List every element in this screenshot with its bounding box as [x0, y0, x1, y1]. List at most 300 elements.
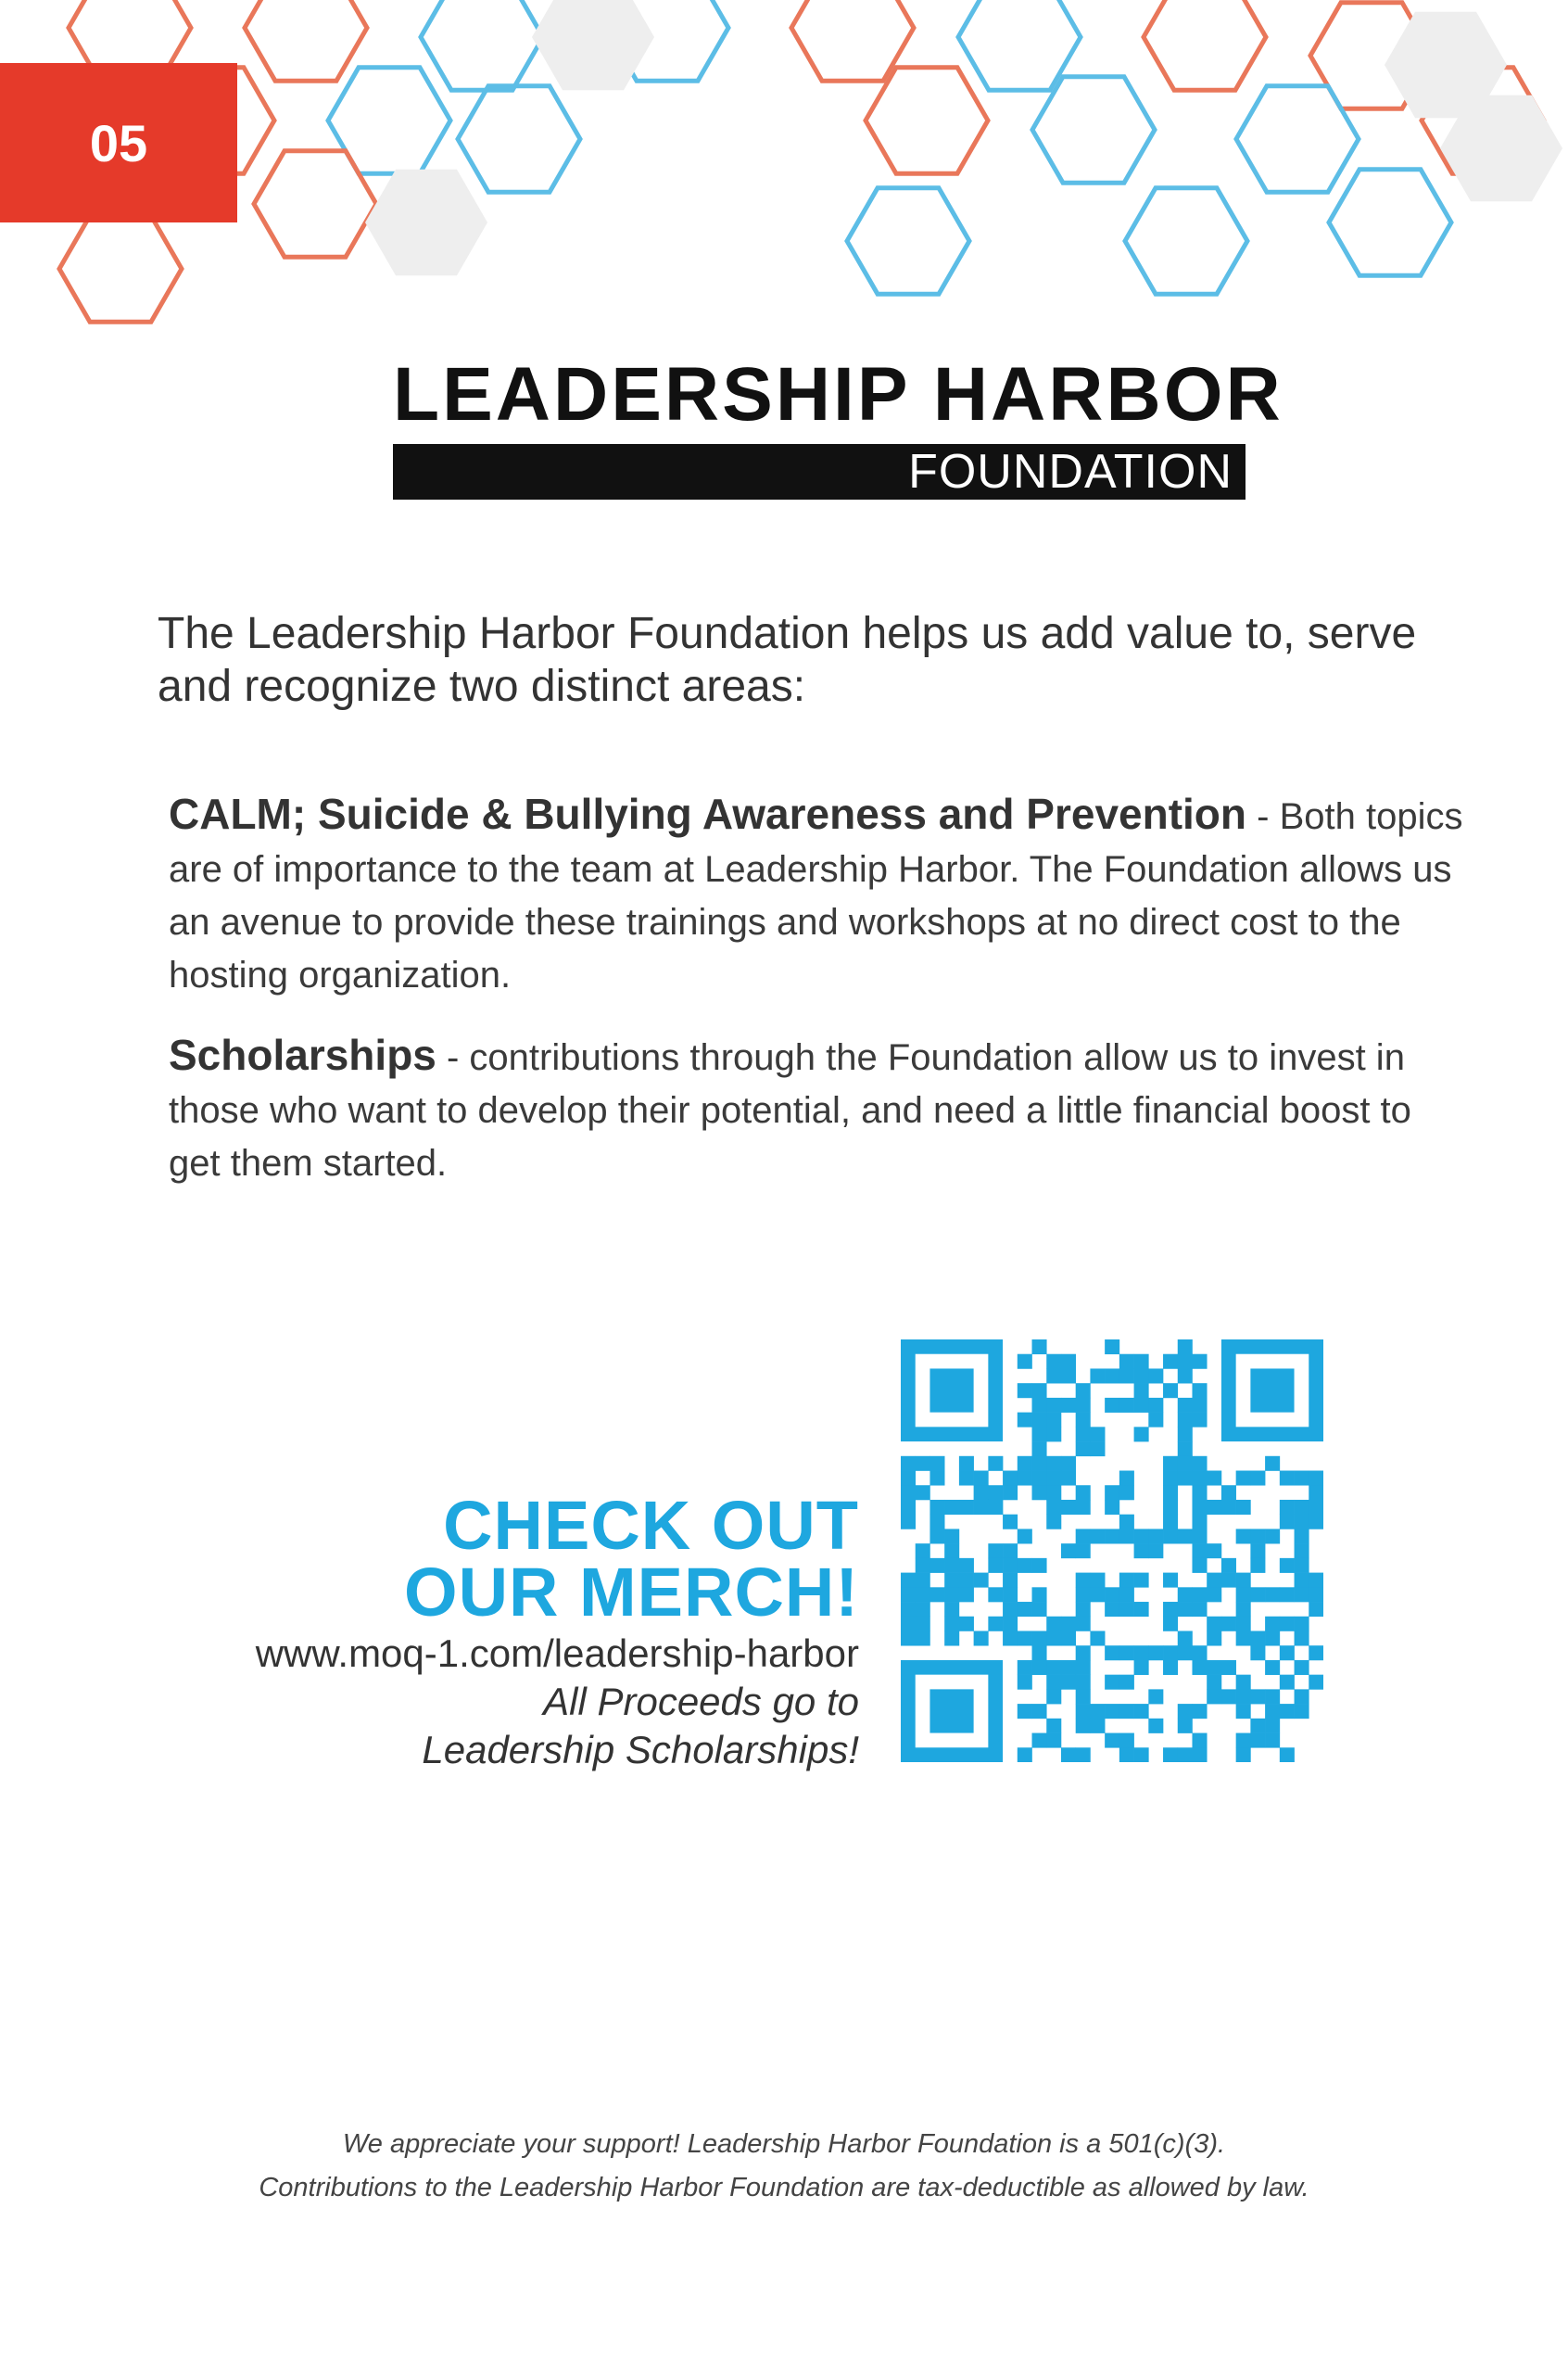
qr-module [1119, 1573, 1134, 1588]
qr-module [1076, 1398, 1091, 1413]
qr-module [1046, 1515, 1061, 1529]
qr-module [929, 1471, 944, 1486]
qr-module [944, 1617, 959, 1631]
scholarships-section [169, 1029, 1466, 1190]
qr-module [1207, 1471, 1221, 1486]
qr-module [1250, 1558, 1265, 1573]
qr-module [1134, 1704, 1149, 1719]
qr-module [1105, 1602, 1119, 1617]
logo-subtitle-bar [393, 444, 1246, 500]
merch-note-line1: All Proceeds go to [543, 1680, 859, 1723]
qr-module [1105, 1675, 1119, 1690]
merch-note-line2: Leadership Scholarships! [422, 1728, 859, 1771]
qr-module [1076, 1645, 1091, 1660]
qr-module [1076, 1500, 1091, 1515]
hexagon-shape [245, 0, 367, 81]
qr-module [1250, 1631, 1265, 1645]
qr-module [1061, 1617, 1076, 1631]
qr-module [1134, 1543, 1149, 1558]
qr-module [1192, 1529, 1207, 1543]
qr-module [1178, 1413, 1193, 1428]
qr-module [1280, 1500, 1295, 1515]
hexagon-shape [328, 68, 450, 173]
qr-module [1046, 1500, 1061, 1515]
qr-module [1076, 1543, 1091, 1558]
qr-module [1046, 1719, 1061, 1733]
calm-body: - Both topics are of importance to the team at Leadership Harbor. The Foundation allows us an avenue to provide these trainings and workshops at no direct cost to the hosting organization. [169, 796, 1463, 996]
qr-module [1046, 1368, 1061, 1383]
qr-module [1192, 1398, 1207, 1413]
qr-module [1163, 1515, 1178, 1529]
qr-module [1032, 1602, 1047, 1617]
qr-module [944, 1558, 959, 1573]
qr-code-icon[interactable] [901, 1339, 1323, 1762]
qr-module [1134, 1354, 1149, 1369]
qr-module [929, 1587, 944, 1602]
qr-module [988, 1587, 1003, 1602]
qr-module [1163, 1529, 1178, 1543]
calm-section [169, 788, 1466, 1002]
qr-module [1207, 1587, 1221, 1602]
qr-module [1295, 1529, 1309, 1543]
qr-module [944, 1602, 959, 1617]
qr-module [901, 1587, 916, 1602]
qr-module [1192, 1515, 1207, 1529]
qr-module [1090, 1368, 1105, 1383]
qr-module [1046, 1485, 1061, 1500]
qr-module [1032, 1704, 1047, 1719]
logo-title: LEADERSHIP HARBOR [393, 352, 1283, 437]
qr-module [1119, 1733, 1134, 1748]
qr-module [1295, 1500, 1309, 1515]
hexagon-shape [847, 188, 969, 294]
qr-module [901, 1515, 916, 1529]
qr-module [1134, 1427, 1149, 1441]
qr-module [1295, 1558, 1309, 1573]
qr-module [1076, 1573, 1091, 1588]
qr-module [1236, 1587, 1251, 1602]
qr-module [929, 1529, 944, 1543]
qr-module [1119, 1645, 1134, 1660]
qr-module [1192, 1558, 1207, 1573]
qr-module [1221, 1485, 1236, 1500]
qr-module [1236, 1689, 1251, 1704]
qr-module [1280, 1747, 1295, 1762]
qr-module [1178, 1645, 1193, 1660]
qr-module [1003, 1558, 1018, 1573]
qr-module [916, 1558, 930, 1573]
qr-module [1119, 1704, 1134, 1719]
qr-module [1265, 1631, 1280, 1645]
qr-module [1280, 1675, 1295, 1690]
page-number: 05 [89, 113, 148, 172]
qr-module [1061, 1747, 1076, 1762]
qr-module [1163, 1645, 1178, 1660]
qr-module [1163, 1660, 1178, 1675]
qr-module [1192, 1587, 1207, 1602]
hexagon-shape [1236, 86, 1359, 192]
qr-module [916, 1485, 930, 1500]
qr-module [1105, 1368, 1119, 1383]
qr-module [1236, 1747, 1251, 1762]
qr-module [1192, 1660, 1207, 1675]
qr-module [1090, 1573, 1105, 1588]
qr-module [929, 1515, 944, 1529]
qr-module [1032, 1471, 1047, 1486]
qr-module [1265, 1719, 1280, 1733]
qr-module [1046, 1456, 1061, 1471]
qr-module [1076, 1587, 1091, 1602]
qr-module [1178, 1398, 1193, 1413]
qr-module [1192, 1456, 1207, 1471]
qr-module [1018, 1704, 1032, 1719]
qr-module [1076, 1719, 1091, 1733]
qr-module [1134, 1602, 1149, 1617]
qr-module [1105, 1485, 1119, 1500]
qr-module [1309, 1485, 1323, 1500]
qr-module [1250, 1645, 1265, 1660]
qr-module [1032, 1660, 1047, 1675]
qr-module [1265, 1456, 1280, 1471]
qr-module [1192, 1602, 1207, 1617]
qr-module [1295, 1631, 1309, 1645]
qr-module [1280, 1617, 1295, 1631]
qr-module [916, 1543, 930, 1558]
qr-module [988, 1500, 1003, 1515]
calm-heading: CALM; Suicide & Bullying Awareness and Prevention [169, 790, 1247, 838]
qr-module [1192, 1733, 1207, 1748]
qr-module [1076, 1529, 1091, 1543]
qr-module [1236, 1733, 1251, 1748]
qr-module [1119, 1587, 1134, 1602]
qr-module [929, 1456, 944, 1471]
qr-module [1295, 1515, 1309, 1529]
qr-module [974, 1631, 989, 1645]
qr-module [1309, 1500, 1323, 1515]
qr-module [1119, 1602, 1134, 1617]
qr-module [1018, 1675, 1032, 1690]
qr-module [1221, 1689, 1236, 1704]
qr-module [1003, 1617, 1018, 1631]
qr-module [1178, 1704, 1193, 1719]
qr-module [1105, 1398, 1119, 1413]
qr-module [988, 1543, 1003, 1558]
qr-module [1236, 1631, 1251, 1645]
qr-module [1207, 1617, 1221, 1631]
qr-module [1076, 1617, 1091, 1631]
qr-module [1148, 1689, 1163, 1704]
qr-module [988, 1617, 1003, 1631]
qr-module [1018, 1354, 1032, 1369]
logo-subtitle: FOUNDATION [908, 445, 1233, 499]
qr-module [1192, 1383, 1207, 1398]
qr-module [1280, 1587, 1295, 1602]
qr-module [944, 1587, 959, 1602]
qr-module [1148, 1543, 1163, 1558]
qr-module [1090, 1631, 1105, 1645]
qr-module [1105, 1500, 1119, 1515]
merch-url-link[interactable]: www.moq-1.com/leadership-harbor [255, 1631, 859, 1675]
qr-module [1076, 1413, 1091, 1428]
qr-module [1119, 1368, 1134, 1383]
qr-module [1163, 1747, 1178, 1762]
qr-module [1018, 1413, 1032, 1428]
qr-module [1003, 1573, 1018, 1588]
qr-module [988, 1456, 1003, 1471]
qr-module [1178, 1747, 1193, 1762]
qr-module [1148, 1719, 1163, 1733]
qr-module [1178, 1529, 1193, 1543]
qr-module [1295, 1617, 1309, 1631]
qr-module [916, 1573, 930, 1588]
qr-module [916, 1587, 930, 1602]
qr-module [1003, 1543, 1018, 1558]
qr-module [1192, 1500, 1207, 1515]
qr-module [1018, 1529, 1032, 1543]
qr-module [1280, 1704, 1295, 1719]
qr-module [1236, 1602, 1251, 1617]
qr-module [1090, 1587, 1105, 1602]
qr-module [1295, 1704, 1309, 1719]
qr-module [1090, 1441, 1105, 1456]
qr-module [1046, 1689, 1061, 1704]
qr-module [1090, 1529, 1105, 1543]
hexagon-shape [1125, 188, 1247, 294]
qr-module [1032, 1427, 1047, 1441]
qr-module [988, 1558, 1003, 1573]
qr-module [1236, 1471, 1251, 1486]
qr-module [916, 1602, 930, 1617]
qr-module [1221, 1617, 1236, 1631]
qr-module [1192, 1354, 1207, 1369]
qr-module [1221, 1558, 1236, 1573]
qr-module [974, 1500, 989, 1515]
qr-module [1163, 1354, 1178, 1369]
qr-module [1207, 1689, 1221, 1704]
qr-module [1236, 1573, 1251, 1588]
qr-module [1076, 1427, 1091, 1441]
qr-module [916, 1617, 930, 1631]
qr-module [1178, 1587, 1193, 1602]
qr-module [1046, 1617, 1061, 1631]
hexagon-shape [458, 86, 580, 192]
qr-module [1076, 1747, 1091, 1762]
qr-module [959, 1573, 974, 1588]
qr-module [1207, 1543, 1221, 1558]
qr-module [1046, 1675, 1061, 1690]
qr-module [1061, 1500, 1076, 1515]
qr-module [1061, 1631, 1076, 1645]
qr-module [1178, 1368, 1193, 1383]
qr-module [944, 1573, 959, 1588]
qr-module [1119, 1354, 1134, 1369]
qr-module [1309, 1573, 1323, 1588]
qr-module [1061, 1368, 1076, 1383]
qr-module [1250, 1368, 1294, 1412]
hexagon-shape [254, 151, 376, 257]
qr-module [1046, 1733, 1061, 1748]
qr-module [1265, 1660, 1280, 1675]
qr-module [1295, 1471, 1309, 1486]
qr-module [1018, 1602, 1032, 1617]
qr-module [1003, 1602, 1018, 1617]
qr-module [1032, 1631, 1047, 1645]
qr-module [1018, 1471, 1032, 1486]
qr-module [1003, 1515, 1018, 1529]
hexagon-shape [59, 216, 182, 322]
qr-module [1309, 1675, 1323, 1690]
qr-module [1236, 1500, 1251, 1515]
qr-module [1119, 1398, 1134, 1413]
qr-module [1090, 1704, 1105, 1719]
qr-module [1090, 1427, 1105, 1441]
qr-module [1061, 1354, 1076, 1369]
qr-module [1046, 1427, 1061, 1441]
qr-module [1178, 1471, 1193, 1486]
qr-module [1061, 1398, 1076, 1413]
qr-module [1250, 1471, 1265, 1486]
qr-module [1265, 1529, 1280, 1543]
qr-module [1280, 1645, 1295, 1660]
qr-module [1207, 1573, 1221, 1588]
qr-module [901, 1602, 916, 1617]
qr-module [1148, 1413, 1163, 1428]
qr-module [1163, 1456, 1178, 1471]
qr-module [1032, 1413, 1047, 1428]
qr-module [1178, 1441, 1193, 1456]
qr-module [1134, 1573, 1149, 1588]
qr-module [901, 1485, 916, 1500]
qr-module [1018, 1558, 1032, 1573]
qr-module [1207, 1631, 1221, 1645]
qr-module [959, 1587, 974, 1602]
qr-module [1018, 1456, 1032, 1471]
scholarships-heading: Scholarships [169, 1031, 436, 1079]
qr-module [1061, 1543, 1076, 1558]
qr-module [1178, 1339, 1193, 1354]
qr-module [1309, 1515, 1323, 1529]
qr-module [1061, 1660, 1076, 1675]
qr-module [1119, 1485, 1134, 1500]
qr-module [959, 1500, 974, 1515]
qr-module [1076, 1675, 1091, 1690]
qr-module [1178, 1456, 1193, 1471]
qr-module [929, 1558, 944, 1573]
qr-module [944, 1500, 959, 1515]
qr-module [1309, 1471, 1323, 1486]
qr-module [1163, 1617, 1178, 1631]
qr-module [1134, 1645, 1149, 1660]
qr-module [1163, 1471, 1178, 1486]
foundation-logo [393, 352, 1283, 500]
qr-module [1265, 1704, 1280, 1719]
qr-module [1236, 1617, 1251, 1631]
qr-module [1250, 1689, 1265, 1704]
qr-module [1163, 1573, 1178, 1588]
qr-module [1046, 1631, 1061, 1645]
qr-module [1076, 1660, 1091, 1675]
qr-module [1046, 1398, 1061, 1413]
qr-module [1018, 1747, 1032, 1762]
qr-module [1148, 1645, 1163, 1660]
qr-module [1105, 1645, 1119, 1660]
qr-module [1192, 1413, 1207, 1428]
qr-module [959, 1456, 974, 1471]
qr-module [1265, 1587, 1280, 1602]
qr-module [1250, 1543, 1265, 1558]
qr-module [1178, 1602, 1193, 1617]
qr-module [1295, 1543, 1309, 1558]
qr-module [1236, 1529, 1251, 1543]
qr-module [1295, 1587, 1309, 1602]
qr-module [1076, 1704, 1091, 1719]
qr-module [1265, 1689, 1280, 1704]
hexagon-shape [866, 68, 988, 173]
hexagon-shape [421, 0, 543, 90]
qr-module [1032, 1645, 1047, 1660]
merch-callout [255, 1487, 859, 1774]
qr-module [1148, 1368, 1163, 1383]
qr-module [959, 1617, 974, 1631]
qr-module [901, 1631, 916, 1645]
qr-module [1134, 1383, 1149, 1398]
qr-module [1192, 1645, 1207, 1660]
qr-module [901, 1500, 916, 1515]
hexagon-shape [1144, 0, 1266, 90]
qr-module [1295, 1573, 1309, 1588]
qr-module [1250, 1719, 1265, 1733]
qr-module [1309, 1645, 1323, 1660]
qr-module [929, 1689, 973, 1732]
qr-module [1046, 1471, 1061, 1486]
qr-module [1236, 1675, 1251, 1690]
qr-module [1018, 1631, 1032, 1645]
qr-module [1032, 1733, 1047, 1748]
qr-module [1134, 1368, 1149, 1383]
qr-module [1192, 1485, 1207, 1500]
qr-module [1061, 1675, 1076, 1690]
qr-module [1032, 1558, 1047, 1573]
qr-module [944, 1543, 959, 1558]
qr-module [901, 1471, 916, 1486]
qr-module [1105, 1733, 1119, 1748]
qr-module [1032, 1485, 1047, 1500]
qr-module [1221, 1573, 1236, 1588]
qr-module [1148, 1529, 1163, 1543]
footer-line1: We appreciate your support! Leadership Harbor Foundation is a 501(c)(3). [342, 2129, 1226, 2159]
qr-module [1265, 1617, 1280, 1631]
qr-module [1134, 1747, 1149, 1762]
qr-module [929, 1500, 944, 1515]
qr-module [1105, 1587, 1119, 1602]
qr-module [1250, 1587, 1265, 1602]
qr-module [1119, 1675, 1134, 1690]
qr-module [1280, 1558, 1295, 1573]
qr-module [1250, 1733, 1265, 1748]
qr-module [1280, 1515, 1295, 1529]
qr-module [1061, 1471, 1076, 1486]
qr-module [1076, 1689, 1091, 1704]
qr-module [1250, 1529, 1265, 1543]
qr-module [1148, 1398, 1163, 1413]
qr-module [974, 1573, 989, 1588]
qr-module [1207, 1500, 1221, 1515]
qr-module [974, 1471, 989, 1486]
qr-module [1295, 1689, 1309, 1704]
qr-module [959, 1471, 974, 1486]
qr-module [1105, 1339, 1119, 1354]
qr-module [1163, 1485, 1178, 1500]
